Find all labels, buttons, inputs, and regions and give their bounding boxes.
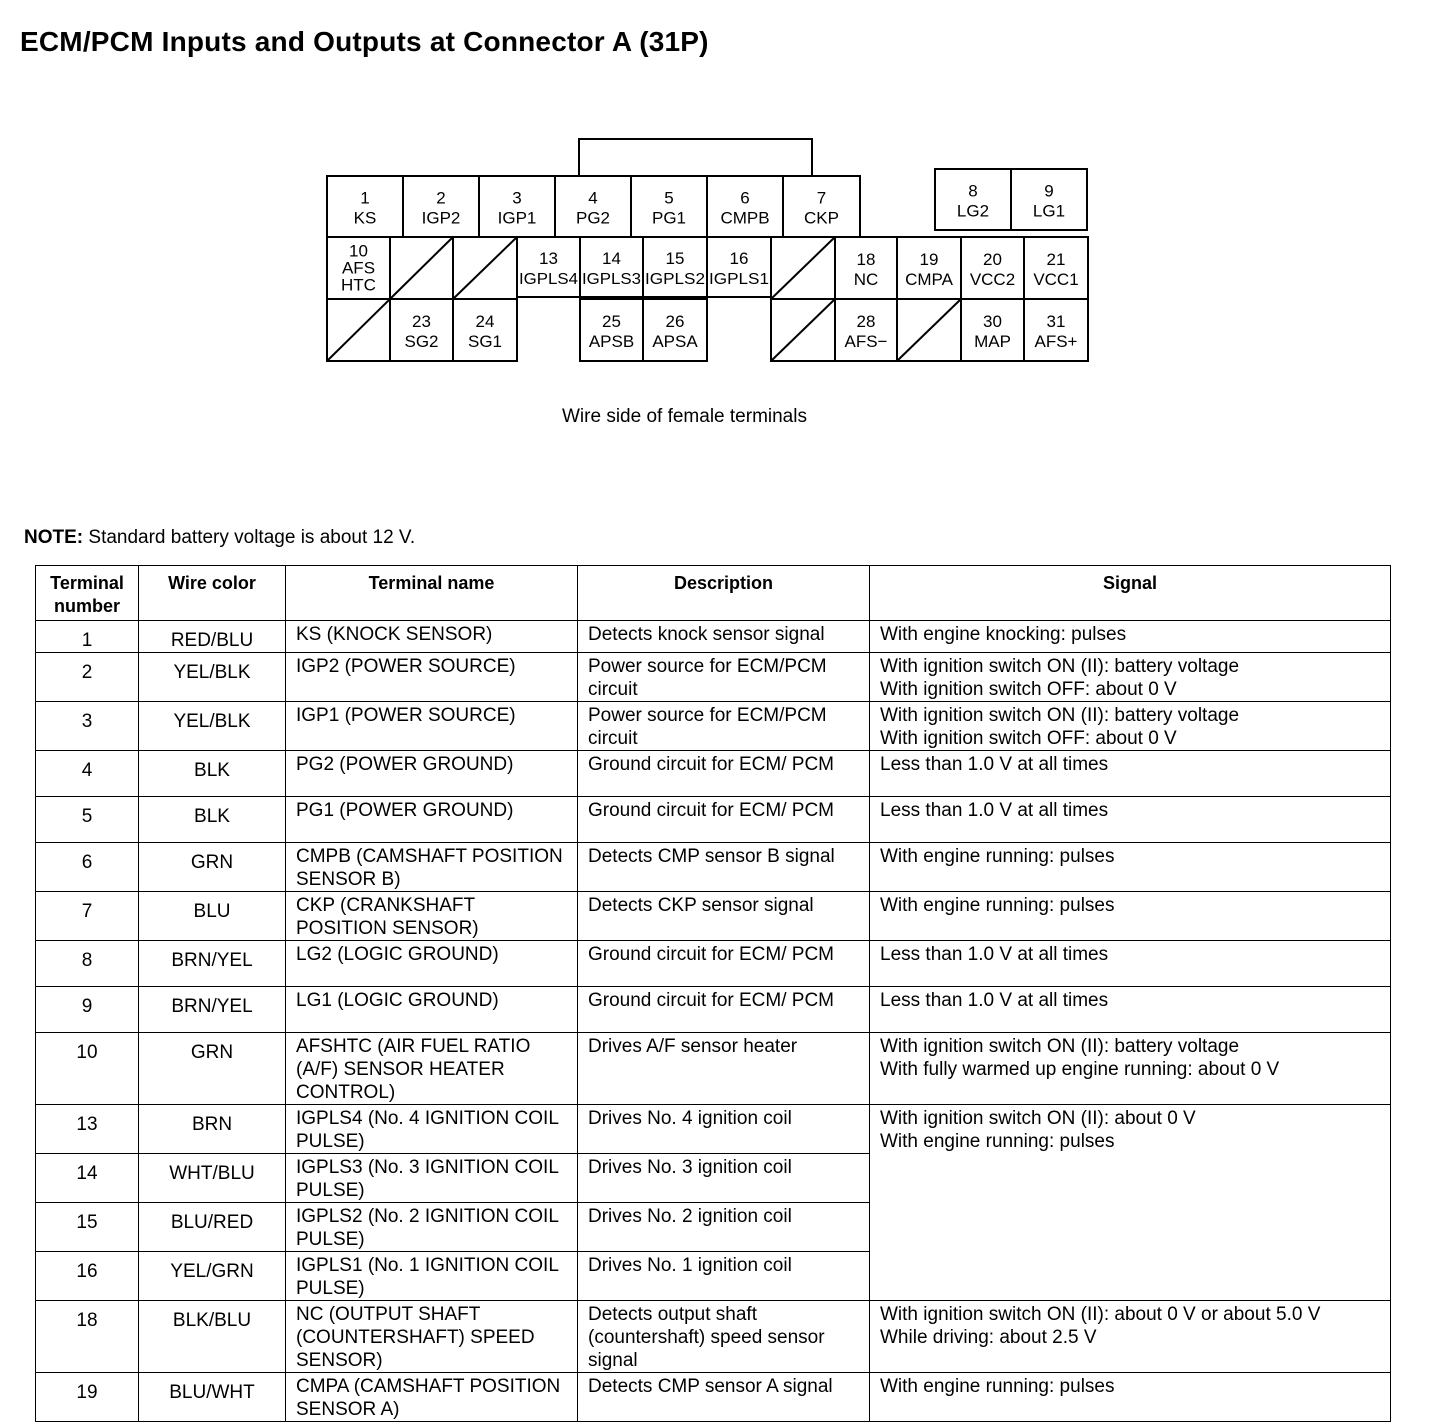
terminal-cell-5 xyxy=(631,176,707,237)
terminal-label: PG2 xyxy=(575,208,611,228)
terminal-name-cell: IGPLS4 (No. 4 IGNITION COIL PULSE) xyxy=(286,1105,578,1154)
terminal-cell-24 xyxy=(453,299,517,361)
terminal-label: SG1 xyxy=(467,332,503,351)
signal-cell: Less than 1.0 V at all times xyxy=(870,797,1391,843)
terminal-number-cell: 5 xyxy=(36,797,139,843)
wire-color-cell: GRN xyxy=(139,1033,286,1105)
terminal-number: 30 xyxy=(983,312,1002,331)
wire-color-cell: BRN/YEL xyxy=(139,941,286,987)
note-label: NOTE: xyxy=(24,527,84,548)
description-cell: Ground circuit for ECM/ PCM xyxy=(578,987,870,1033)
terminal-number: 13 xyxy=(539,249,558,268)
terminal-label: APSB xyxy=(588,332,635,351)
terminal-cell-21 xyxy=(1024,237,1088,299)
signal-cell: Less than 1.0 V at all times xyxy=(870,751,1391,797)
description-cell: Ground circuit for ECM/ PCM xyxy=(578,941,870,987)
terminal-cell-30 xyxy=(961,299,1024,361)
table-row xyxy=(36,751,1391,797)
table-row xyxy=(36,1033,1391,1105)
signal-cell: With ignition switch ON (II): battery voltage With ignition switch OFF: about 0 V xyxy=(870,702,1391,751)
description-cell: Power source for ECM/PCM circuit xyxy=(578,653,870,702)
terminal-number: 31 xyxy=(1046,312,1066,331)
terminal-number-cell: 15 xyxy=(36,1203,139,1252)
connector-caption: Wire side of female terminals xyxy=(562,406,807,427)
terminal-number: 25 xyxy=(602,312,621,331)
terminal-name-cell: AFSHTC (AIR FUEL RATIO (A/F) SENSOR HEATER CONTROL) xyxy=(286,1033,578,1105)
terminal-number: 23 xyxy=(412,312,431,331)
terminal-label: AFS− xyxy=(844,332,888,351)
terminal-label: CMPB xyxy=(720,208,770,228)
terminal-number-cell: 19 xyxy=(36,1373,139,1422)
terminal-table xyxy=(35,565,1391,1422)
terminal-label: IGP2 xyxy=(421,208,461,228)
terminal-label: SG2 xyxy=(404,332,439,351)
wire-color-cell: YEL/BLK xyxy=(139,653,286,702)
signal-cell: With ignition switch ON (II): about 0 V With engine running: pulses xyxy=(870,1105,1391,1301)
wire-color-cell: YEL/GRN xyxy=(139,1252,286,1301)
header-description: Description xyxy=(578,566,870,621)
terminal-number-cell: 10 xyxy=(36,1033,139,1105)
terminal-label: IGPLS2 xyxy=(645,271,705,288)
terminal-name-cell: IGPLS3 (No. 3 IGNITION COIL PULSE) xyxy=(286,1154,578,1203)
terminal-name-cell: IGPLS1 (No. 1 IGNITION COIL PULSE) xyxy=(286,1252,578,1301)
table-row xyxy=(36,1301,1391,1373)
wire-color-cell: BLU/RED xyxy=(139,1203,286,1252)
signal-cell: With ignition switch ON (II): about 0 V or about 5.0 V While driving: about 2.5 V xyxy=(870,1301,1391,1373)
terminal-cell-14 xyxy=(580,237,643,297)
wire-color-cell: BLU/WHT xyxy=(139,1373,286,1422)
terminal-label: VCC1 xyxy=(1033,270,1079,289)
terminal-cell-26 xyxy=(643,299,707,361)
wire-color-cell: YEL/BLK xyxy=(139,702,286,751)
terminal-cell-2 xyxy=(403,176,479,237)
terminal-label: MAP xyxy=(974,332,1011,351)
terminal-name-cell: KS (KNOCK SENSOR) xyxy=(286,621,578,653)
terminal-number-cell: 1 xyxy=(36,621,139,653)
note-text: Standard battery voltage is about 12 V. xyxy=(88,527,416,548)
terminal-cell-10 xyxy=(327,237,390,299)
signal-cell: With ignition switch ON (II): battery voltage With fully warmed up engine running: about 0 V xyxy=(870,1033,1391,1105)
terminal-number: 24 xyxy=(475,312,495,331)
terminal-name-cell: LG2 (LOGIC GROUND) xyxy=(286,941,578,987)
terminal-number-cell: 4 xyxy=(36,751,139,797)
table-header-row xyxy=(36,566,1391,621)
terminal-number: 3 xyxy=(512,188,522,208)
signal-cell: With engine running: pulses xyxy=(870,892,1391,941)
terminal-label: LG1 xyxy=(1032,201,1066,221)
table-row xyxy=(36,621,1391,653)
terminal-cell-19 xyxy=(897,237,961,299)
terminal-number-cell: 14 xyxy=(36,1154,139,1203)
terminal-name-cell: IGP2 (POWER SOURCE) xyxy=(286,653,578,702)
terminal-label: NC xyxy=(853,270,879,289)
description-cell: Ground circuit for ECM/ PCM xyxy=(578,797,870,843)
description-cell: Drives A/F sensor heater xyxy=(578,1033,870,1105)
terminal-cell-28 xyxy=(835,299,897,361)
description-cell: Drives No. 4 ignition coil xyxy=(578,1105,870,1154)
page-title: ECM/PCM Inputs and Outputs at Connector A (31P) xyxy=(20,26,709,57)
terminal-number: 16 xyxy=(729,249,749,268)
signal-cell: With engine running: pulses xyxy=(870,1373,1391,1422)
terminal-name-cell: PG1 (POWER GROUND) xyxy=(286,797,578,843)
terminal-number-cell: 8 xyxy=(36,941,139,987)
terminal-number-cell: 9 xyxy=(36,987,139,1033)
terminal-number: 18 xyxy=(856,250,876,269)
terminal-number: 1 xyxy=(360,188,370,208)
terminal-name-cell: CKP (CRANKSHAFT POSITION SENSOR) xyxy=(286,892,578,941)
header-signal: Signal xyxy=(870,566,1391,621)
terminal-number-cell: 6 xyxy=(36,843,139,892)
terminal-number: 5 xyxy=(664,188,674,208)
wire-color-cell: BRN/YEL xyxy=(139,987,286,1033)
signal-cell: With engine knocking: pulses xyxy=(870,621,1391,653)
table-row xyxy=(36,797,1391,843)
terminal-label: HTC xyxy=(341,275,376,295)
terminal-number: 8 xyxy=(968,181,978,201)
table-row xyxy=(36,892,1391,941)
description-cell: Detects knock sensor signal xyxy=(578,621,870,653)
signal-cell: With engine running: pulses xyxy=(870,843,1391,892)
terminal-number-cell: 3 xyxy=(36,702,139,751)
description-cell: Detects CMP sensor A signal xyxy=(578,1373,870,1422)
description-cell: Detects CKP sensor signal xyxy=(578,892,870,941)
header-wire-color: Wire color xyxy=(139,566,286,621)
terminal-label: IGPLS1 xyxy=(709,271,769,288)
terminal-label: IGP1 xyxy=(497,208,537,228)
description-cell: Power source for ECM/PCM circuit xyxy=(578,702,870,751)
table-row xyxy=(36,1373,1391,1422)
wire-color-cell: RED/BLU xyxy=(139,621,286,653)
terminal-name-cell: LG1 (LOGIC GROUND) xyxy=(286,987,578,1033)
note xyxy=(24,527,415,549)
terminal-number-cell: 2 xyxy=(36,653,139,702)
wire-color-cell: BRN xyxy=(139,1105,286,1154)
table-row xyxy=(36,653,1391,702)
terminal-number: 9 xyxy=(1044,181,1054,201)
terminal-number: 15 xyxy=(665,249,685,268)
terminal-label: PG1 xyxy=(651,208,687,228)
terminal-cell-25 xyxy=(580,299,643,361)
description-cell: Detects output shaft (countershaft) speed sensor signal xyxy=(578,1301,870,1373)
terminal-number: 28 xyxy=(856,312,876,331)
wire-color-cell: BLK/BLU xyxy=(139,1301,286,1373)
terminal-cell-15 xyxy=(643,237,707,297)
terminal-name-cell: IGPLS2 (No. 2 IGNITION COIL PULSE) xyxy=(286,1203,578,1252)
connector-diagram xyxy=(0,0,1440,400)
terminal-number: 21 xyxy=(1046,250,1066,269)
terminal-name-cell: IGP1 (POWER SOURCE) xyxy=(286,702,578,751)
description-cell: Drives No. 2 ignition coil xyxy=(578,1203,870,1252)
signal-cell: With ignition switch ON (II): battery voltage With ignition switch OFF: about 0 V xyxy=(870,653,1391,702)
terminal-cell-9 xyxy=(1011,169,1087,230)
terminal-label: CMPA xyxy=(905,270,953,289)
terminal-cell-4 xyxy=(555,176,631,237)
terminal-name-cell: CMPA (CAMSHAFT POSITION SENSOR A) xyxy=(286,1373,578,1422)
wire-color-cell: BLU xyxy=(139,892,286,941)
description-cell: Drives No. 1 ignition coil xyxy=(578,1252,870,1301)
terminal-number: 26 xyxy=(665,312,685,331)
terminal-name-cell: CMPB (CAMSHAFT POSITION SENSOR B) xyxy=(286,843,578,892)
terminal-cell-6 xyxy=(707,176,783,237)
terminal-cell-3 xyxy=(479,176,555,237)
table-row xyxy=(36,1105,1391,1154)
terminal-cell-31 xyxy=(1024,299,1088,361)
signal-cell: Less than 1.0 V at all times xyxy=(870,987,1391,1033)
terminal-cell-16 xyxy=(707,237,771,297)
terminal-label: KS xyxy=(353,208,377,228)
terminal-number: 7 xyxy=(816,188,827,208)
signal-cell: Less than 1.0 V at all times xyxy=(870,941,1391,987)
terminal-cell-18 xyxy=(835,237,897,299)
wire-color-cell: BLK xyxy=(139,797,286,843)
terminal-cell-13 xyxy=(517,237,580,297)
terminal-number: 20 xyxy=(983,250,1002,269)
terminal-label: APSA xyxy=(652,332,698,351)
header-terminal-number: Terminal number xyxy=(36,566,139,621)
terminal-cell-8 xyxy=(935,169,1011,230)
terminal-cell-1 xyxy=(327,176,403,237)
terminal-number: 4 xyxy=(588,188,598,208)
description-cell: Detects CMP sensor B signal xyxy=(578,843,870,892)
terminal-number-cell: 13 xyxy=(36,1105,139,1154)
terminal-number-cell: 16 xyxy=(36,1252,139,1301)
terminal-number: 19 xyxy=(919,250,939,269)
description-cell: Ground circuit for ECM/ PCM xyxy=(578,751,870,797)
terminal-number: 6 xyxy=(740,188,750,208)
terminal-label: IGPLS4 xyxy=(519,271,579,288)
terminal-cell-20 xyxy=(961,237,1024,299)
terminal-label: AFS xyxy=(341,258,376,278)
terminal-name-cell: NC (OUTPUT SHAFT (COUNTERSHAFT) SPEED SENSOR) xyxy=(286,1301,578,1373)
table-row xyxy=(36,941,1391,987)
terminal-label: VCC2 xyxy=(969,270,1016,289)
terminal-label: AFS+ xyxy=(1034,332,1078,351)
terminal-number-cell: 7 xyxy=(36,892,139,941)
terminal-label: LG2 xyxy=(956,201,990,221)
table-row xyxy=(36,843,1391,892)
terminal-name-cell: PG2 (POWER GROUND) xyxy=(286,751,578,797)
header-terminal-name: Terminal name xyxy=(286,566,578,621)
table-row xyxy=(36,987,1391,1033)
terminal-cell-23 xyxy=(390,299,453,361)
terminal-number-cell: 18 xyxy=(36,1301,139,1373)
description-cell: Drives No. 3 ignition coil xyxy=(578,1154,870,1203)
terminal-number: 2 xyxy=(436,188,446,208)
wire-color-cell: BLK xyxy=(139,751,286,797)
table-row xyxy=(36,702,1391,751)
terminal-cell-7 xyxy=(783,176,860,237)
terminal-number: 10 xyxy=(349,241,368,261)
wire-color-cell: GRN xyxy=(139,843,286,892)
terminal-label: IGPLS3 xyxy=(582,271,641,288)
terminal-label: CKP xyxy=(804,208,839,228)
wire-color-cell: WHT/BLU xyxy=(139,1154,286,1203)
connector-lock-tab xyxy=(579,139,812,176)
terminal-number: 14 xyxy=(602,249,621,268)
